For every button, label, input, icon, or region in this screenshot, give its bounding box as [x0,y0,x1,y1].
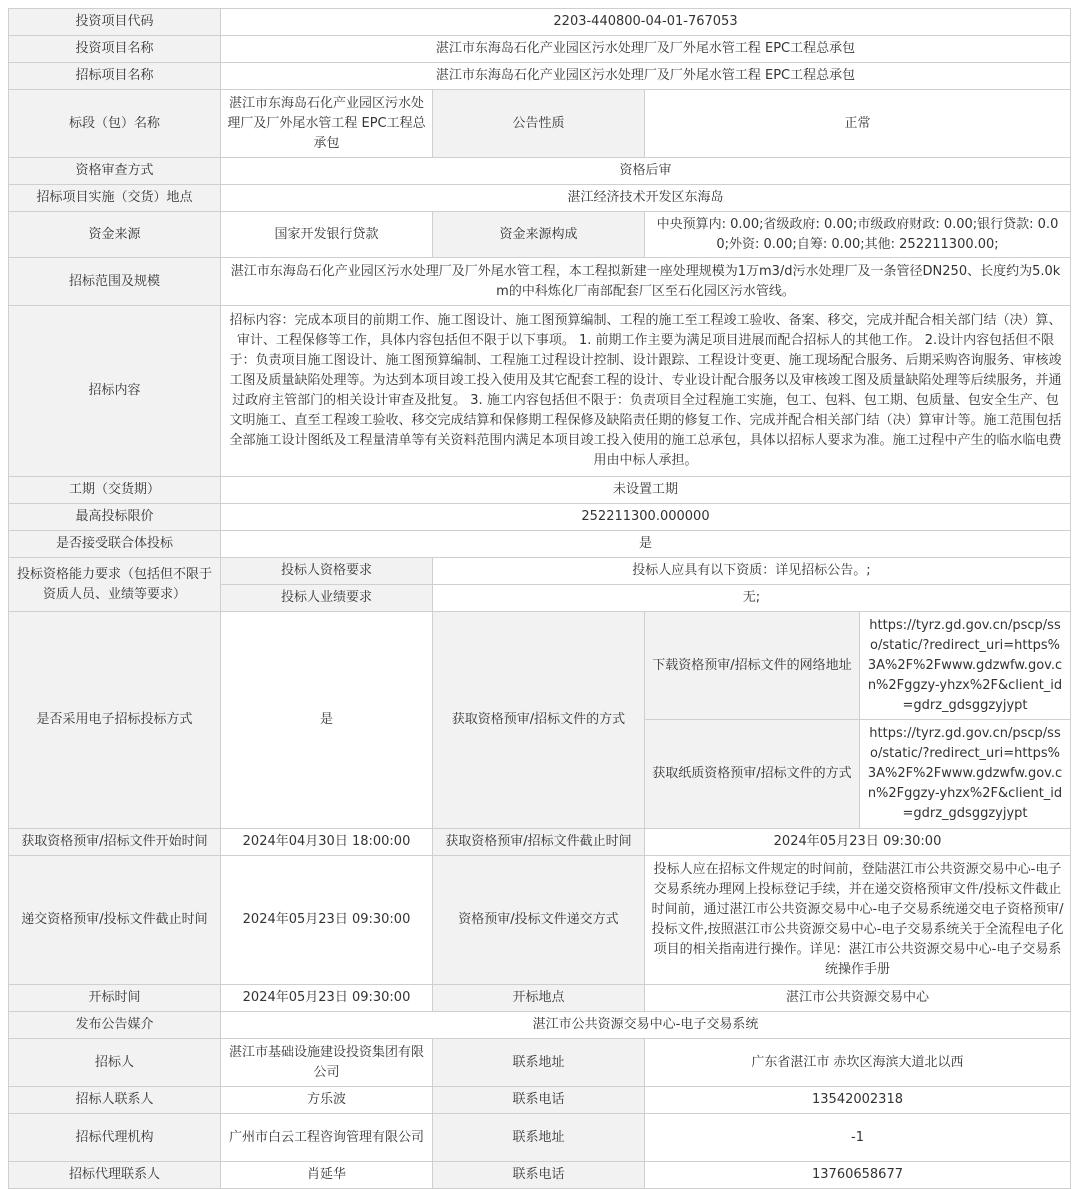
paper-method-link[interactable]: https://tyrz.gd.gov.cn/pscp/sso/static/?redirect_uri=https%3A%2F%2Fwww.gdzwfw.gov.cn%2Fggzy-yhzx%2F&client_id=gdrz_gdsggzyjypt [860,720,1071,829]
row-qualification-method [9,158,1071,185]
agency-contact-label: 招标代理联系人 [9,1162,221,1189]
row-consortium [9,531,1071,558]
agency-phone-label: 联系电话 [433,1162,645,1189]
download-address-label: 下载资格预审/招标文件的网络地址 [645,612,860,720]
qualification-method-value: 资格后审 [221,158,1071,185]
agency-phone-value: 13760658677 [645,1162,1071,1189]
fund-composition-value: 中央预算内: 0.00;省级政府: 0.00;市级政府财政: 0.00;银行贷款: 0.00;外资: 0.00;自筹: 0.00;其他: 252211300.00; [645,212,1071,258]
project-code-value: 2203-440800-04-01-767053 [221,9,1071,36]
opening-time-value: 2024年05月23日 09:30:00 [221,985,433,1012]
submit-deadline-label: 递交资格预审/投标文件截止时间 [9,856,221,985]
tenderer-address-label: 联系地址 [433,1039,645,1087]
row-project-name [9,36,1071,63]
max-price-label: 最高投标限价 [9,504,221,531]
submit-method-label: 资格预审/投标文件递交方式 [433,856,645,985]
row-fund-source [9,212,1071,258]
row-doc-time [9,829,1071,856]
paper-method-label: 获取纸质资格预审/招标文件的方式 [645,720,860,829]
max-price-value: 252211300.000000 [221,504,1071,531]
media-value: 湛江市公共资源交易中心-电子交易系统 [221,1012,1071,1039]
opening-time-label: 开标时间 [9,985,221,1012]
capability-label: 投标资格能力要求（包括但不限于资质人员、业绩等要求） [9,558,221,612]
row-agency [9,1114,1071,1162]
duration-value: 未设置工期 [221,477,1071,504]
project-name-value: 湛江市东海岛石化产业园区污水处理厂及厂外尾水管工程 EPC工程总承包 [221,36,1071,63]
tenderer-address-value: 广东省湛江市 赤坎区海滨大道北以西 [645,1039,1071,1087]
location-label: 招标项目实施（交货）地点 [9,185,221,212]
tenderer-value: 湛江市基础设施建设投资集团有限公司 [221,1039,433,1087]
media-label: 发布公告媒介 [9,1012,221,1039]
fund-source-value: 国家开发银行贷款 [221,212,433,258]
row-content [9,306,1071,477]
row-opening [9,985,1071,1012]
doc-end-label: 获取资格预审/招标文件截止时间 [433,829,645,856]
row-scope [9,258,1071,306]
tender-project-name-value: 湛江市东海岛石化产业园区污水处理厂及厂外尾水管工程 EPC工程总承包 [221,63,1071,90]
tenderer-label: 招标人 [9,1039,221,1087]
submit-deadline-value: 2024年05月23日 09:30:00 [221,856,433,985]
electronic-value: 是 [221,612,433,829]
scope-value: 湛江市东海岛石化产业园区污水处理厂及厂外尾水管工程，本工程拟新建一座处理规模为1万m3/d污水处理厂及一条管径DN250、长度约为5.0km的中科炼化厂南部配套厂区至石化园区污水管线。 [221,258,1071,306]
row-max-price [9,504,1071,531]
bidder-performance-label: 投标人业绩要求 [221,585,433,612]
row-capability-qualification [9,558,1071,585]
row-project-code [9,9,1071,36]
doc-method-label: 获取资格预审/招标文件的方式 [433,612,645,829]
tenderer-contact-label: 招标人联系人 [9,1087,221,1114]
bidder-performance-value: 无; [433,585,1071,612]
row-location [9,185,1071,212]
opening-place-label: 开标地点 [433,985,645,1012]
bidder-qualification-value: 投标人应具有以下资质：详见招标公告。; [433,558,1071,585]
electronic-label: 是否采用电子招标投标方式 [9,612,221,829]
doc-end-value: 2024年05月23日 09:30:00 [645,829,1071,856]
tender-info-table [8,8,1071,1189]
row-tenderer [9,1039,1071,1087]
notice-nature-value: 正常 [645,90,1071,158]
location-value: 湛江经济技术开发区东海岛 [221,185,1071,212]
section-label: 标段（包）名称 [9,90,221,158]
project-code-label: 投资项目代码 [9,9,221,36]
row-tender-project-name [9,63,1071,90]
qualification-method-label: 资格审查方式 [9,158,221,185]
consortium-label: 是否接受联合体投标 [9,531,221,558]
agency-value: 广州市白云工程咨询管理有限公司 [221,1114,433,1162]
row-agency-contact [9,1162,1071,1189]
row-media [9,1012,1071,1039]
row-section [9,90,1071,158]
notice-nature-label: 公告性质 [433,90,645,158]
row-tenderer-contact [9,1087,1071,1114]
scope-label: 招标范围及规模 [9,258,221,306]
tenderer-phone-label: 联系电话 [433,1087,645,1114]
submit-method-value: 投标人应在招标文件规定的时间前，登陆湛江市公共资源交易中心-电子交易系统办理网上投标登记手续，并在递交资格预审文件/投标文件截止时间前，通过湛江市公共资源交易中心-电子交易系统递交电子资格预审/投标文件,按照湛江市公共资源交易中心-电子交易系统关于全流程电子化项目的相关指南进行操作。详见：湛江市公共资源交易中心-电子交易系统操作手册 [645,856,1071,985]
row-duration [9,477,1071,504]
project-name-label: 投资项目名称 [9,36,221,63]
doc-start-value: 2024年04月30日 18:00:00 [221,829,433,856]
fund-source-label: 资金来源 [9,212,221,258]
content-label: 招标内容 [9,306,221,477]
agency-address-label: 联系地址 [433,1114,645,1162]
tenderer-contact-value: 方乐波 [221,1087,433,1114]
bidder-qualification-label: 投标人资格要求 [221,558,433,585]
agency-contact-value: 肖延华 [221,1162,433,1189]
agency-label: 招标代理机构 [9,1114,221,1162]
tender-project-name-label: 招标项目名称 [9,63,221,90]
consortium-value: 是 [221,531,1071,558]
section-value: 湛江市东海岛石化产业园区污水处理厂及厂外尾水管工程 EPC工程总承包 [221,90,433,158]
content-value: 招标内容：完成本项目的前期工作、施工图设计、施工图预算编制、工程的施工至工程竣工验收、备案、移交，完成并配合相关部门结（决）算、审计、工程保修等工作，具体内容包括但不限于以下事项。 1. 前期工作主要为满足项目进展而配合招标人的其他工作。 2.设计内容包括但不限于：负责项目施工图设计、施工图预算编制、工程施工过程设计控制、设计跟踪、工程设计变更、施工现场配合服务、后期采购咨询服务、审核竣工图及质量缺陷处理等。为达到本项目竣工投入使用及其它配套工程的设计、专业设计配合服务以及审核竣工图及质量缺陷处理等后续服务，并通过政府主管部门的相关设计审查及批复。 3. 施工内容包括但不限于：负责项目全过程施工实施，包工、包料、包工期、包质量、包安全生产、包文明施工、直至工程竣工验收、移交完成结算和保修期工程保修及缺陷责任期的修复工作、完成并配合相关部门结（决）算审计等。施工范围包括全部施工设计图纸及工程量清单等有关资料范围内满足本项目竣工投入使用的施工总承包，具体以招标人要求为准。施工过程中产生的临水临电费用由中标人承担。 [221,306,1071,477]
download-address-link[interactable]: https://tyrz.gd.gov.cn/pscp/sso/static/?redirect_uri=https%3A%2F%2Fwww.gdzwfw.gov.cn%2Fggzy-yhzx%2F&client_id=gdrz_gdsggzyjypt [860,612,1071,720]
fund-composition-label: 资金来源构成 [433,212,645,258]
row-electronic-download [9,612,1071,720]
tenderer-phone-value: 13542002318 [645,1087,1071,1114]
agency-address-value: -1 [645,1114,1071,1162]
row-submit [9,856,1071,985]
duration-label: 工期（交货期） [9,477,221,504]
opening-place-value: 湛江市公共资源交易中心 [645,985,1071,1012]
doc-start-label: 获取资格预审/招标文件开始时间 [9,829,221,856]
